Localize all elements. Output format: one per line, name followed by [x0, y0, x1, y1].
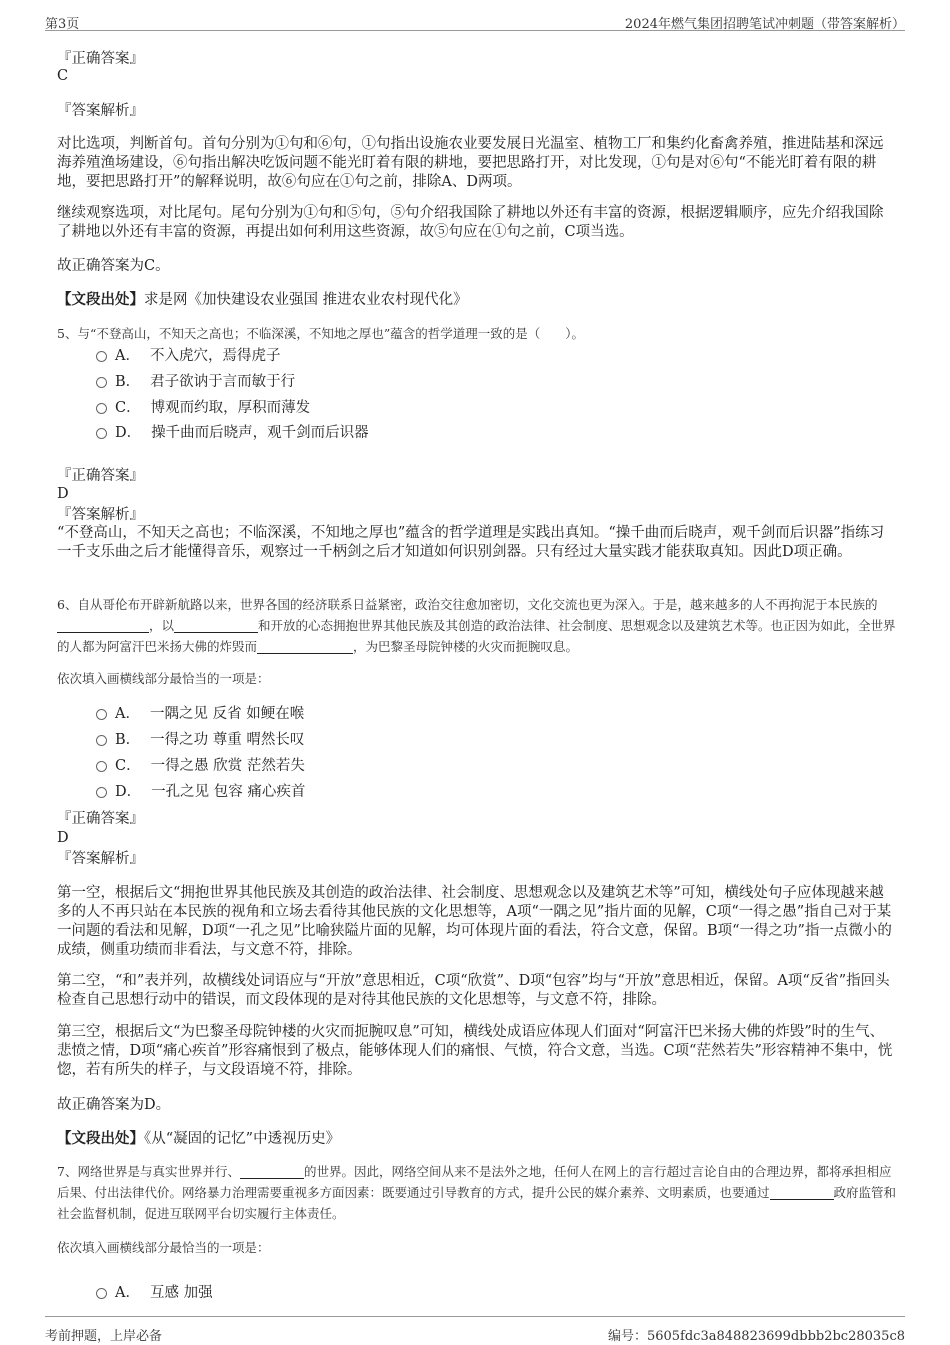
q6-option-d[interactable] — [96, 782, 305, 802]
q6-text-3: 和开放的心态拥抱世界其他民族及其创造的政治法律、社会制度、思想观念以及建筑艺术等。也正因为如此，全世界的人都为阿富汗巴米扬大佛的炸毁而 — [57, 618, 896, 654]
q6-analysis-para3: 第三空，根据后文“为巴黎圣母院钟楼的火灾而扼腕叹息”可知，横线处成语应体现人们面对“阿富汗巴米扬大佛的炸毁”时的生气、悲愤之情，D项“痛心疾首”形容痛恨到了极点，能够体现人们的痛恨、气愤，符合文意，当选。C项“茫然若失”形容精神不集中，恍惚，若有所失的样子，与文段语境不符，排除。 — [57, 1024, 893, 1078]
radio-icon[interactable] — [96, 403, 107, 414]
fill-blank — [57, 618, 149, 633]
q4-analysis-para2: 继续观察选项，对比尾句。尾句分别为①句和⑤句，⑤句介绍我国除了耕地以外还有丰富的资源，根据逻辑顺序，应先介绍我国除了耕地以外还有丰富的资源，再提出如何利用这些资源，故⑤句应在①句之前，C项当选。 — [57, 205, 884, 240]
option-text: 操千曲而后晓声，观千剑而后识器 — [151, 425, 369, 441]
q7-prompt: 依次填入画横线部分最恰当的一项是： — [57, 1240, 270, 1255]
q5-analysis-label: 『答案解析』 — [57, 507, 144, 523]
radio-icon[interactable] — [96, 377, 107, 388]
radio-icon[interactable] — [96, 1288, 107, 1299]
q6-text-4: ，为巴黎圣母院钟楼的火灾而扼腕叹息。 — [353, 639, 579, 654]
q7-question — [57, 1161, 897, 1224]
q6-question — [57, 594, 897, 657]
q4-analysis-para1: 对比选项，判断首句。首句分别为①句和⑥句，①句指出设施农业要发展日光温室、植物工厂和集约化畜禽养殖，推进陆基和深远海养殖渔场建设，⑥句指出解决吃饭问题不能光盯着有限的耕地，要把思路打开，对比发现，①句是对⑥句“不能光盯着有限的耕地，要把思路打开”的解释说明，故⑥句应在①句之前，排除A、D两项。 — [57, 136, 884, 190]
page-number: 第3页 — [45, 17, 80, 32]
option-letter: B． — [115, 374, 141, 390]
option-letter: A． — [115, 1285, 140, 1301]
q7-text-3: 政府监管和社会监督机制，促进互联网平台切实履行主体责任。 — [57, 1185, 897, 1221]
q5-analysis: “不登高山，不知天之高也；不临深溪，不知地之厚也”蕴含的哲学道理是实践出真知。“操千曲而后晓声，观千剑而后识器”指练习一千支乐曲之后才能懂得音乐，观察过一千柄剑之后才知道如何识别剑器。只有经过大量实践才能获取真知。因此D项正确。 — [57, 525, 885, 560]
page-header — [45, 0, 905, 31]
q6-answer-label: 『正确答案』 — [57, 811, 144, 827]
q5-option-a[interactable] — [96, 346, 280, 366]
q4-source-text: 求是网《加快建设农业强国 推进农业农村现代化》 — [144, 292, 468, 308]
fill-blank — [240, 1164, 304, 1179]
option-letter: A． — [115, 348, 140, 364]
q5-option-d[interactable] — [96, 423, 369, 443]
q6-option-b[interactable] — [96, 730, 304, 750]
option-letter: D． — [115, 784, 142, 800]
q4-analysis-para3: 故正确答案为C。 — [57, 258, 170, 274]
option-letter: C． — [115, 758, 141, 774]
q5-answer: D — [57, 486, 69, 502]
q5-option-c[interactable] — [96, 398, 310, 418]
q4-source-label: 【文段出处】 — [57, 291, 144, 308]
radio-icon[interactable] — [96, 351, 107, 362]
q7-text-1: 7、网络世界是与真实世界并行、 — [57, 1164, 240, 1179]
option-text: 一得之功 尊重 喟然长叹 — [150, 732, 305, 748]
radio-icon[interactable] — [96, 761, 107, 772]
q4-answer: C — [57, 68, 69, 84]
q6-text-2: ，以 — [149, 618, 175, 633]
q6-option-c[interactable] — [96, 756, 305, 776]
q6-text-1: 6、自从哥伦布开辟新航路以来，世界各国的经济联系日益紧密，政治交往愈加密切，文化交流也更为深入。于是，越来越多的人不再拘泥于本民族的 — [57, 597, 878, 612]
q6-analysis-para4: 故正确答案为D。 — [57, 1097, 171, 1113]
option-text: 君子欲讷于言而敏于行 — [150, 374, 296, 390]
document-title: 2024年燃气集团招聘笔试冲刺题（带答案解析） — [624, 17, 905, 32]
document-id: 编号：5605fdc3a848823699dbbb2bc28035c8 — [607, 1329, 905, 1344]
q4-analysis-label: 『答案解析』 — [57, 103, 144, 119]
option-text: 互感 加强 — [149, 1285, 213, 1301]
q6-option-a[interactable] — [96, 704, 304, 724]
q6-analysis-para1: 第一空，根据后文“拥抱世界其他民族及其创造的政治法律、社会制度、思想观念以及建筑艺术等”可知，横线处句子应体现越来越多的人不再只站在本民族的视角和立场去看待其他民族的文化思想等，A项“一隅之见”指片面的见解，C项“一得之愚”指自己对于某一问题的看法和见解，D项“一孔之见”比喻狭隘片面的见解，均可体现片面的看法，符合文意，保留。B项“一得之功”指一点微小的成绩，侧重功绩而非看法，与文意不符，排除。 — [57, 885, 892, 958]
q6-analysis-para2: 第二空，“和”表并列，故横线处词语应与“开放”意思相近，C项“欣赏”、D项“包容”均与“开放”意思相近，保留。A项“反省”指回头检查自己思想行动中的错误，而文段体现的是对待其他民族的文化思想等，与文意不符，排除。 — [57, 973, 890, 1008]
q6-source-label: 【文段出处】 — [57, 1130, 144, 1147]
page-footer — [45, 1316, 905, 1345]
q7-option-a[interactable] — [96, 1283, 213, 1303]
option-text: 一孔之见 包容 痛心疾首 — [151, 784, 306, 800]
option-letter: B． — [115, 732, 141, 748]
q5-question: 5、与“不登高山，不知天之高也；不临深溪，不知地之厚也”蕴含的哲学道理一致的是（ ）。 — [57, 326, 584, 341]
footer-slogan: 考前押题，上岸必备 — [45, 1329, 163, 1344]
q6-source-text: 《从“凝固的记忆”中透视历史》 — [144, 1131, 341, 1147]
option-letter: C． — [115, 400, 141, 416]
radio-icon[interactable] — [96, 428, 107, 439]
option-letter: A． — [115, 706, 140, 722]
radio-icon[interactable] — [96, 735, 107, 746]
q5-answer-label: 『正确答案』 — [57, 468, 144, 484]
fill-blank — [257, 639, 353, 654]
q7-text-2: 的世界。因此，网络空间从来不是法外之地，任何人在网上的言行超过言论自由的合理边界，都将承担相应后果、付出法律代价。网络暴力治理需要重视多方面因素：既要通过引导教育的方式，提升公民的媒介素养、文明素质，也要通过 — [57, 1164, 892, 1200]
q6-analysis-label: 『答案解析』 — [57, 851, 144, 867]
option-text: 一得之愚 欣赏 茫然若失 — [150, 758, 305, 774]
option-text: 一隅之见 反省 如鲠在喉 — [149, 706, 305, 722]
q4-answer-label: 『正确答案』 — [57, 51, 144, 67]
q6-source — [57, 1129, 897, 1149]
q5-option-b[interactable] — [96, 372, 295, 392]
q6-prompt: 依次填入画横线部分最恰当的一项是： — [57, 671, 270, 686]
fill-blank — [770, 1185, 834, 1200]
radio-icon[interactable] — [96, 709, 107, 720]
option-text: 不入虎穴，焉得虎子 — [149, 348, 281, 364]
option-letter: D． — [115, 425, 142, 441]
q6-answer: D — [57, 830, 69, 846]
radio-icon[interactable] — [96, 787, 107, 798]
fill-blank — [174, 618, 258, 633]
q4-source — [57, 290, 897, 310]
option-text: 博观而约取，厚积而薄发 — [150, 400, 311, 416]
